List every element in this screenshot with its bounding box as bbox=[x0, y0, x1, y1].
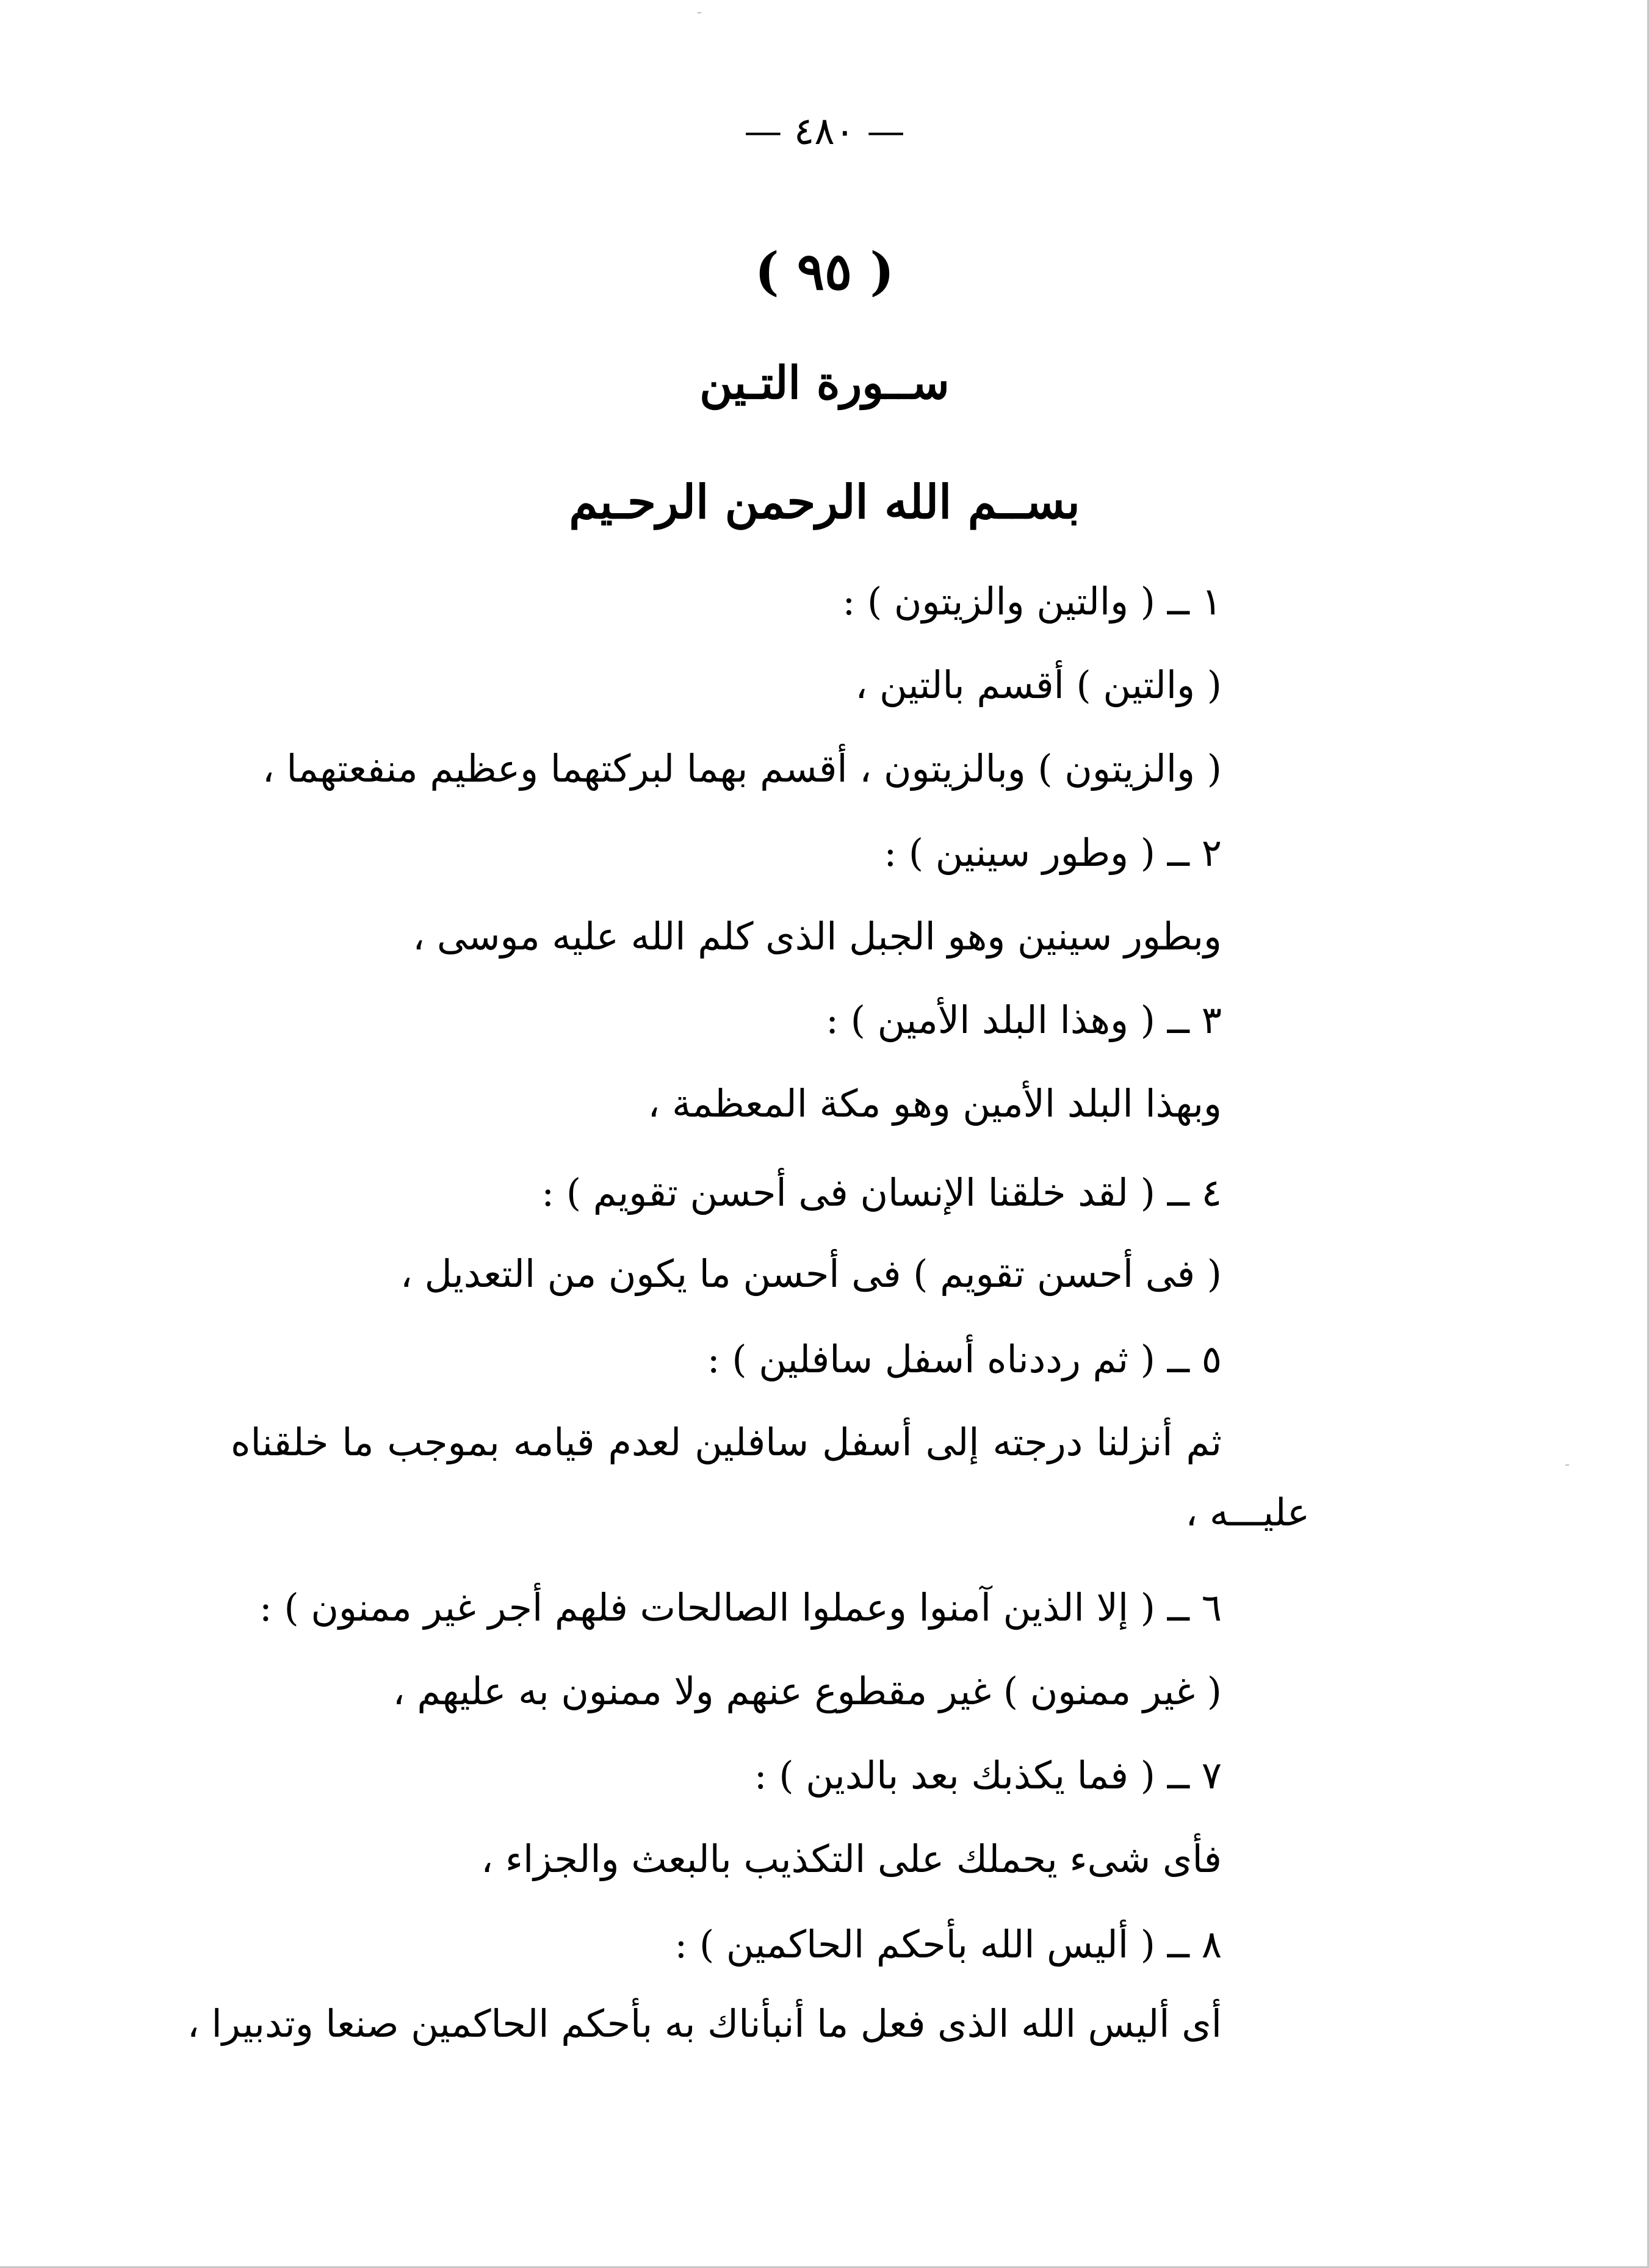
verse-1-commentary-line: ( والزيتون ) وبالزيتون ، أقسم بهما لبركتهما وعظيم منفعتهما ، bbox=[262, 746, 1222, 791]
verse-4-commentary: ( فى أحسن تقويم ) فى أحسن ما يكون من التعديل ، bbox=[400, 1251, 1222, 1296]
verse-3-heading: ٣ ــ ( وهذا البلد الأمين ) : bbox=[826, 998, 1222, 1042]
scan-speck bbox=[1565, 1464, 1569, 1466]
scan-speck bbox=[698, 12, 701, 13]
verse-6-heading: ٦ ــ ( إلا الذين آمنوا وعملوا الصالحات فلهم أجر غير ممنون ) : bbox=[259, 1585, 1222, 1630]
verse-5-commentary-continuation: عليـــه ، bbox=[1185, 1490, 1310, 1535]
surah-title: ســورة التـين bbox=[699, 357, 950, 409]
verse-8-commentary: أى أليس الله الذى فعل ما أنبأناك به بأحكم الحاكمين صنعا وتدبيرا ، bbox=[187, 2001, 1222, 2046]
verse-5-commentary-line: ثم أنزلنا درجته إلى أسفل سافلين لعدم قيامه بموجب ما خلقناه bbox=[231, 1420, 1222, 1464]
verse-1-commentary-line: ( والتين ) أقسم بالتين ، bbox=[855, 663, 1222, 707]
verse-1-heading: ١ ــ ( والتين والزيتون ) : bbox=[842, 579, 1222, 624]
verse-5-heading: ٥ ــ ( ثم رددناه أسفل سافلين ) : bbox=[707, 1337, 1222, 1381]
verse-7-heading: ٧ ــ ( فما يكذبك بعد بالدين ) : bbox=[754, 1753, 1222, 1798]
verse-8-heading: ٨ ــ ( أليس الله بأحكم الحاكمين ) : bbox=[674, 1922, 1222, 1967]
verse-2-commentary: وبطور سينين وهو الجبل الذى كلم الله عليه موسى ، bbox=[413, 914, 1222, 959]
verse-7-commentary: فأى شىء يحملك على التكذيب بالبعث والجزاء ، bbox=[481, 1837, 1222, 1881]
verse-3-commentary: وبهذا البلد الأمين وهو مكة المعظمة ، bbox=[648, 1081, 1222, 1126]
page-number: — ٤٨٠ — bbox=[744, 109, 905, 153]
verse-6-commentary: ( غير ممنون ) غير مقطوع عنهم ولا ممنون به عليهم ، bbox=[392, 1669, 1222, 1713]
basmala: بســم الله الرحمن الرحـيم bbox=[569, 475, 1080, 529]
verse-2-heading: ٢ ــ ( وطور سينين ) : bbox=[884, 830, 1222, 875]
surah-number: ( ٩٥ ) bbox=[754, 241, 895, 301]
verse-4-heading: ٤ ــ ( لقد خلقنا الإنسان فى أحسن تقويم ) : bbox=[541, 1170, 1222, 1215]
